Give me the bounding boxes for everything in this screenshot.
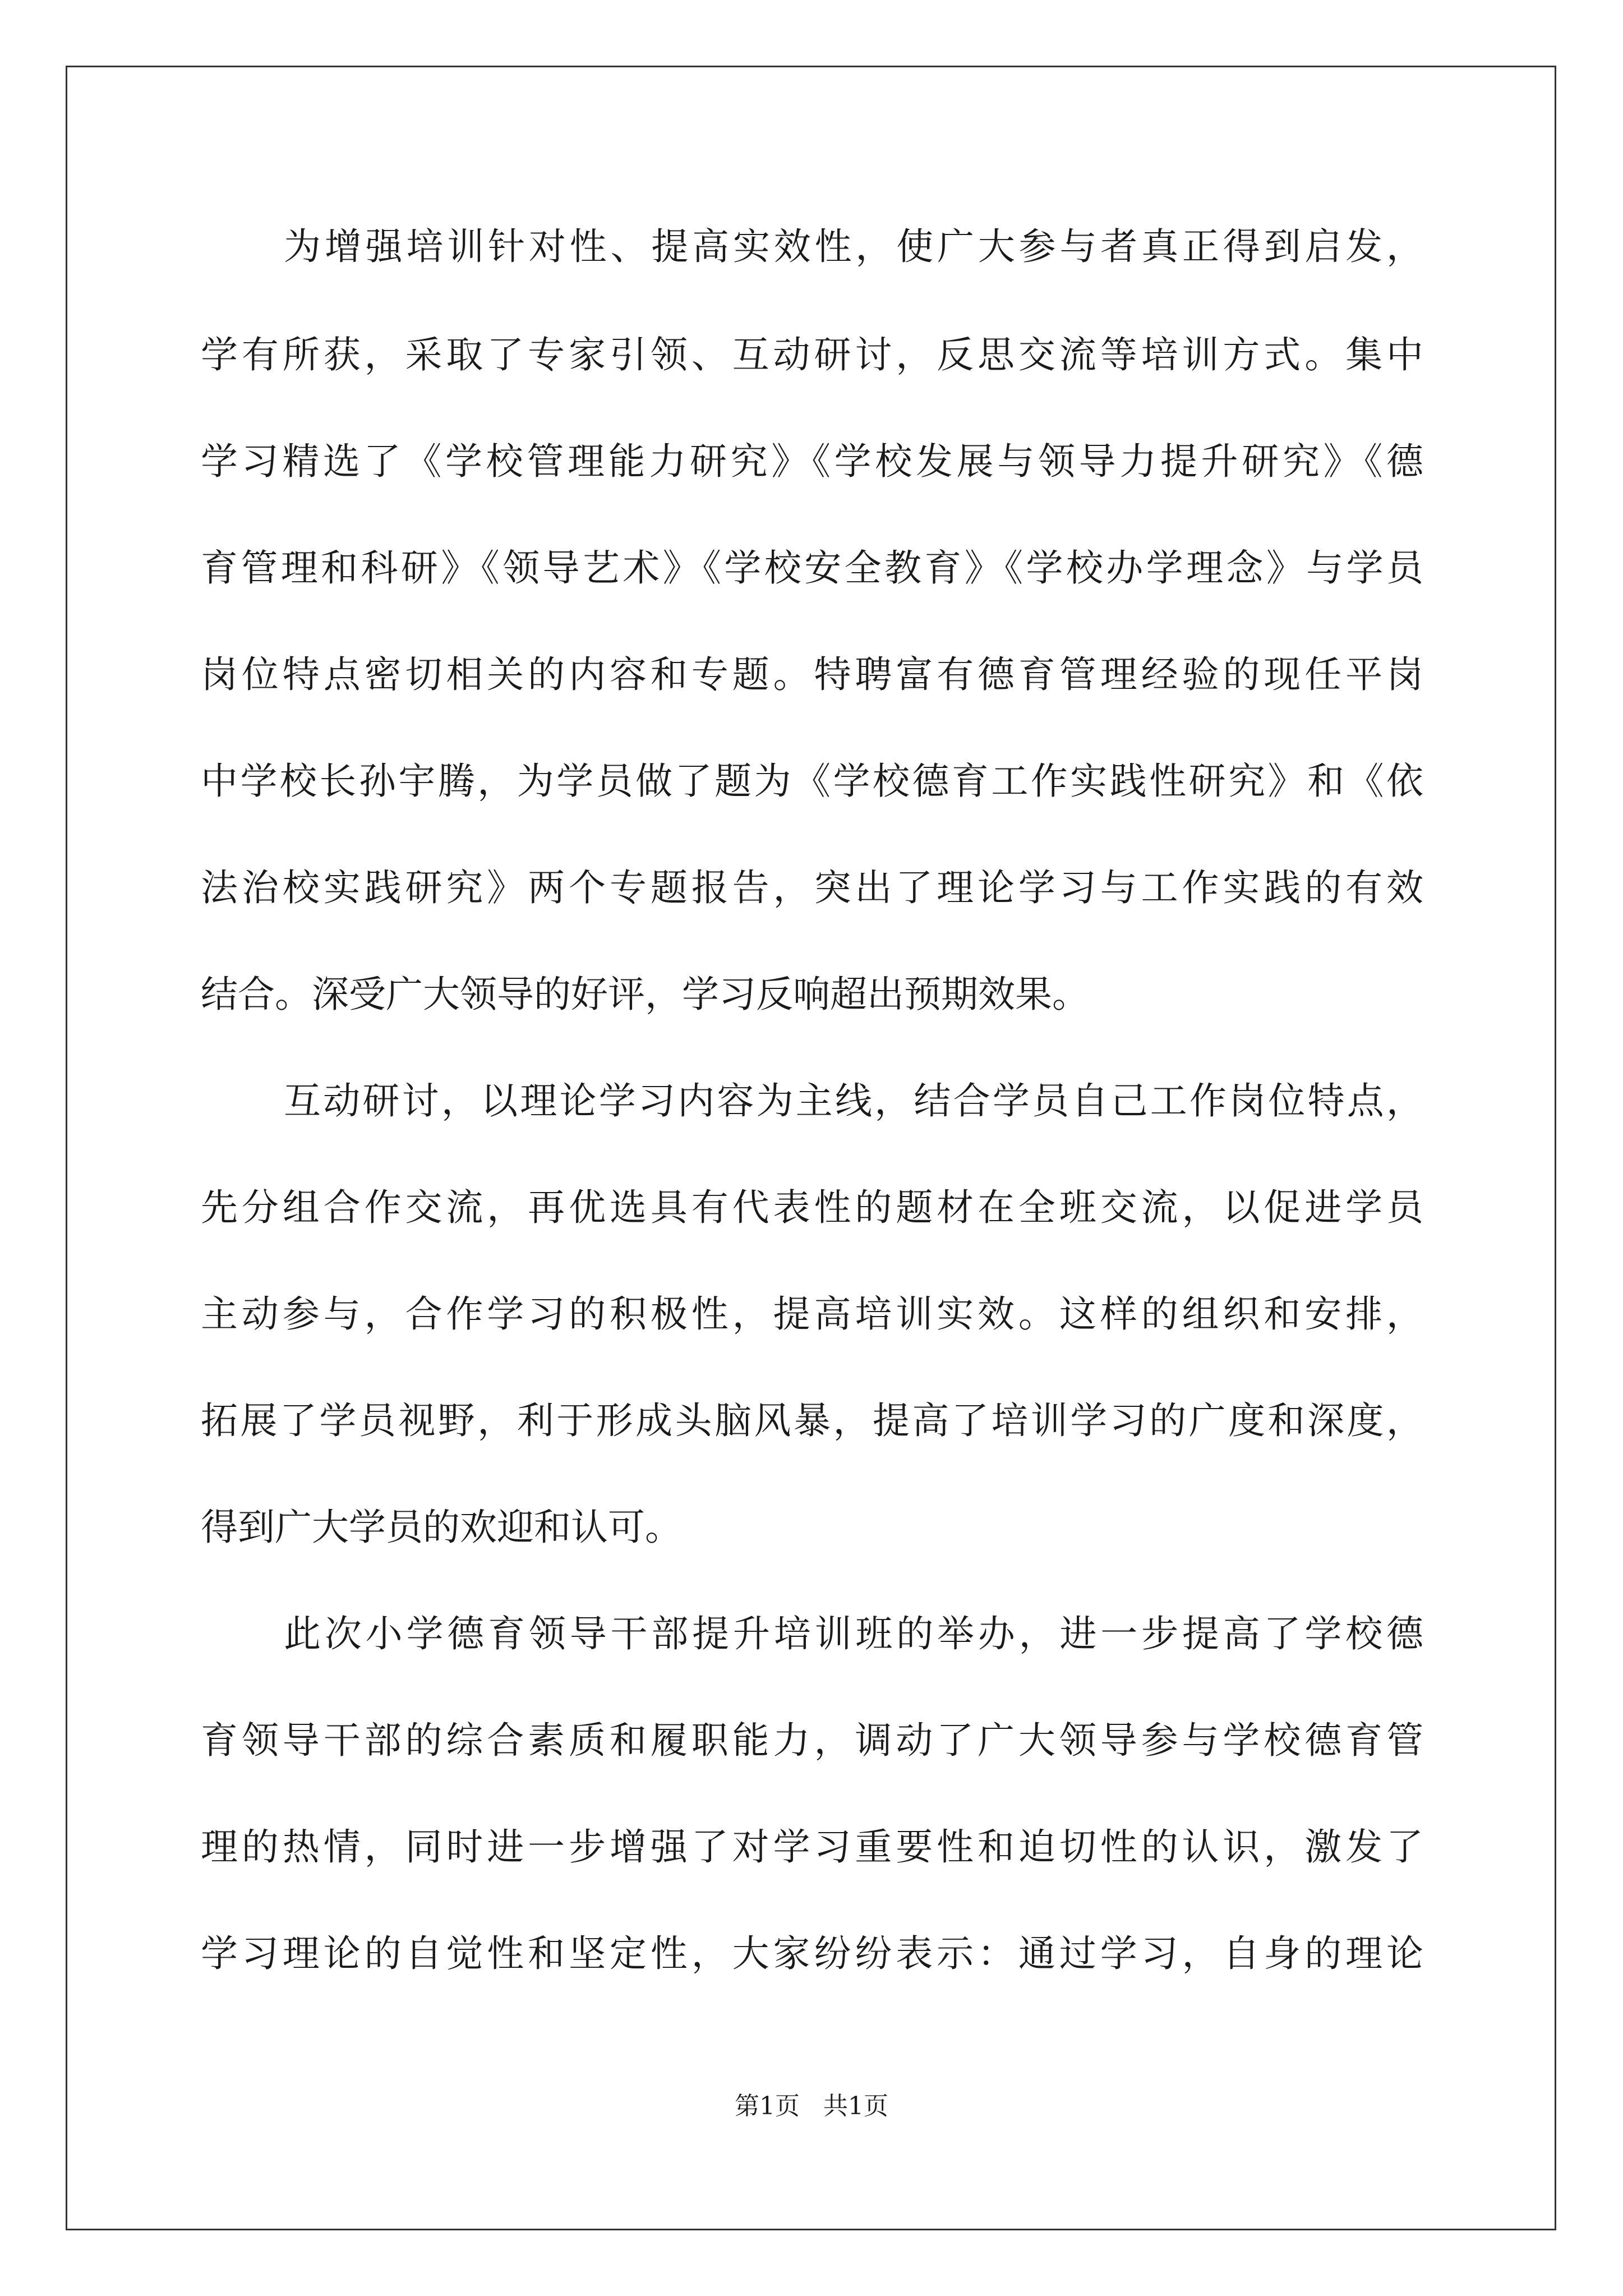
page-border <box>66 66 1556 2230</box>
paragraph-1-line-4: 育管理和科研》《领导艺术》《学校安全教育》《学校办学理念》与学员 <box>201 546 1423 590</box>
paragraph-3-line-3: 理的热情，同时进一步增强了对学习重要性和迫切性的认识，激发了 <box>201 1825 1423 1869</box>
paragraph-2-line-5: 得到广大学员的欢迎和认可。 <box>201 1506 682 1549</box>
paragraph-1-line-3: 学习精选了《学校管理能力研究》《学校发展与领导力提升研究》《德 <box>201 440 1423 483</box>
paragraph-2-line-3: 主动参与，合作学习的积极性，提高培训实效。这样的组织和安排， <box>201 1292 1423 1336</box>
paragraph-2-line-2: 先分组合作交流，再优选具有代表性的题材在全班交流，以促进学员 <box>201 1186 1423 1229</box>
page-number: 第1页 <box>735 2092 800 2120</box>
paragraph-1-line-5: 岗位特点密切相关的内容和专题。特聘富有德育管理经验的现任平岗 <box>201 653 1423 696</box>
paragraph-2-line-4: 拓展了学员视野，利于形成头脑风暴，提高了培训学习的广度和深度， <box>201 1399 1423 1442</box>
paragraph-3-line-4: 学习理论的自觉性和坚定性，大家纷纷表示：通过学习，自身的理论 <box>201 1932 1423 1975</box>
paragraph-1-line-8: 结合。深受广大领导的好评，学习反响超出预期效果。 <box>201 973 1089 1016</box>
paragraph-1-line-2: 学有所获，采取了专家引领、互动研讨，反思交流等培训方式。集中 <box>201 333 1423 376</box>
paragraph-3-line-1: 此次小学德育领导干部提升培训班的举办，进一步提高了学校德 <box>284 1612 1423 1655</box>
paragraph-1-line-6: 中学校长孙宇腾，为学员做了题为《学校德育工作实践性研究》和《依 <box>201 760 1423 803</box>
paragraph-2-line-1: 互动研讨，以理论学习内容为主线，结合学员自己工作岗位特点， <box>284 1079 1423 1122</box>
paragraph-3-line-2: 育领导干部的综合素质和履职能力，调动了广大领导参与学校德育管 <box>201 1719 1423 1762</box>
page-total: 共1页 <box>823 2092 888 2120</box>
page-footer <box>0 2090 1623 2123</box>
paragraph-1-line-1: 为增强培训针对性、提高实效性，使广大参与者真正得到启发， <box>284 225 1423 268</box>
paragraph-1-line-7: 法治校实践研究》两个专题报告，突出了理论学习与工作实践的有效 <box>201 866 1423 909</box>
